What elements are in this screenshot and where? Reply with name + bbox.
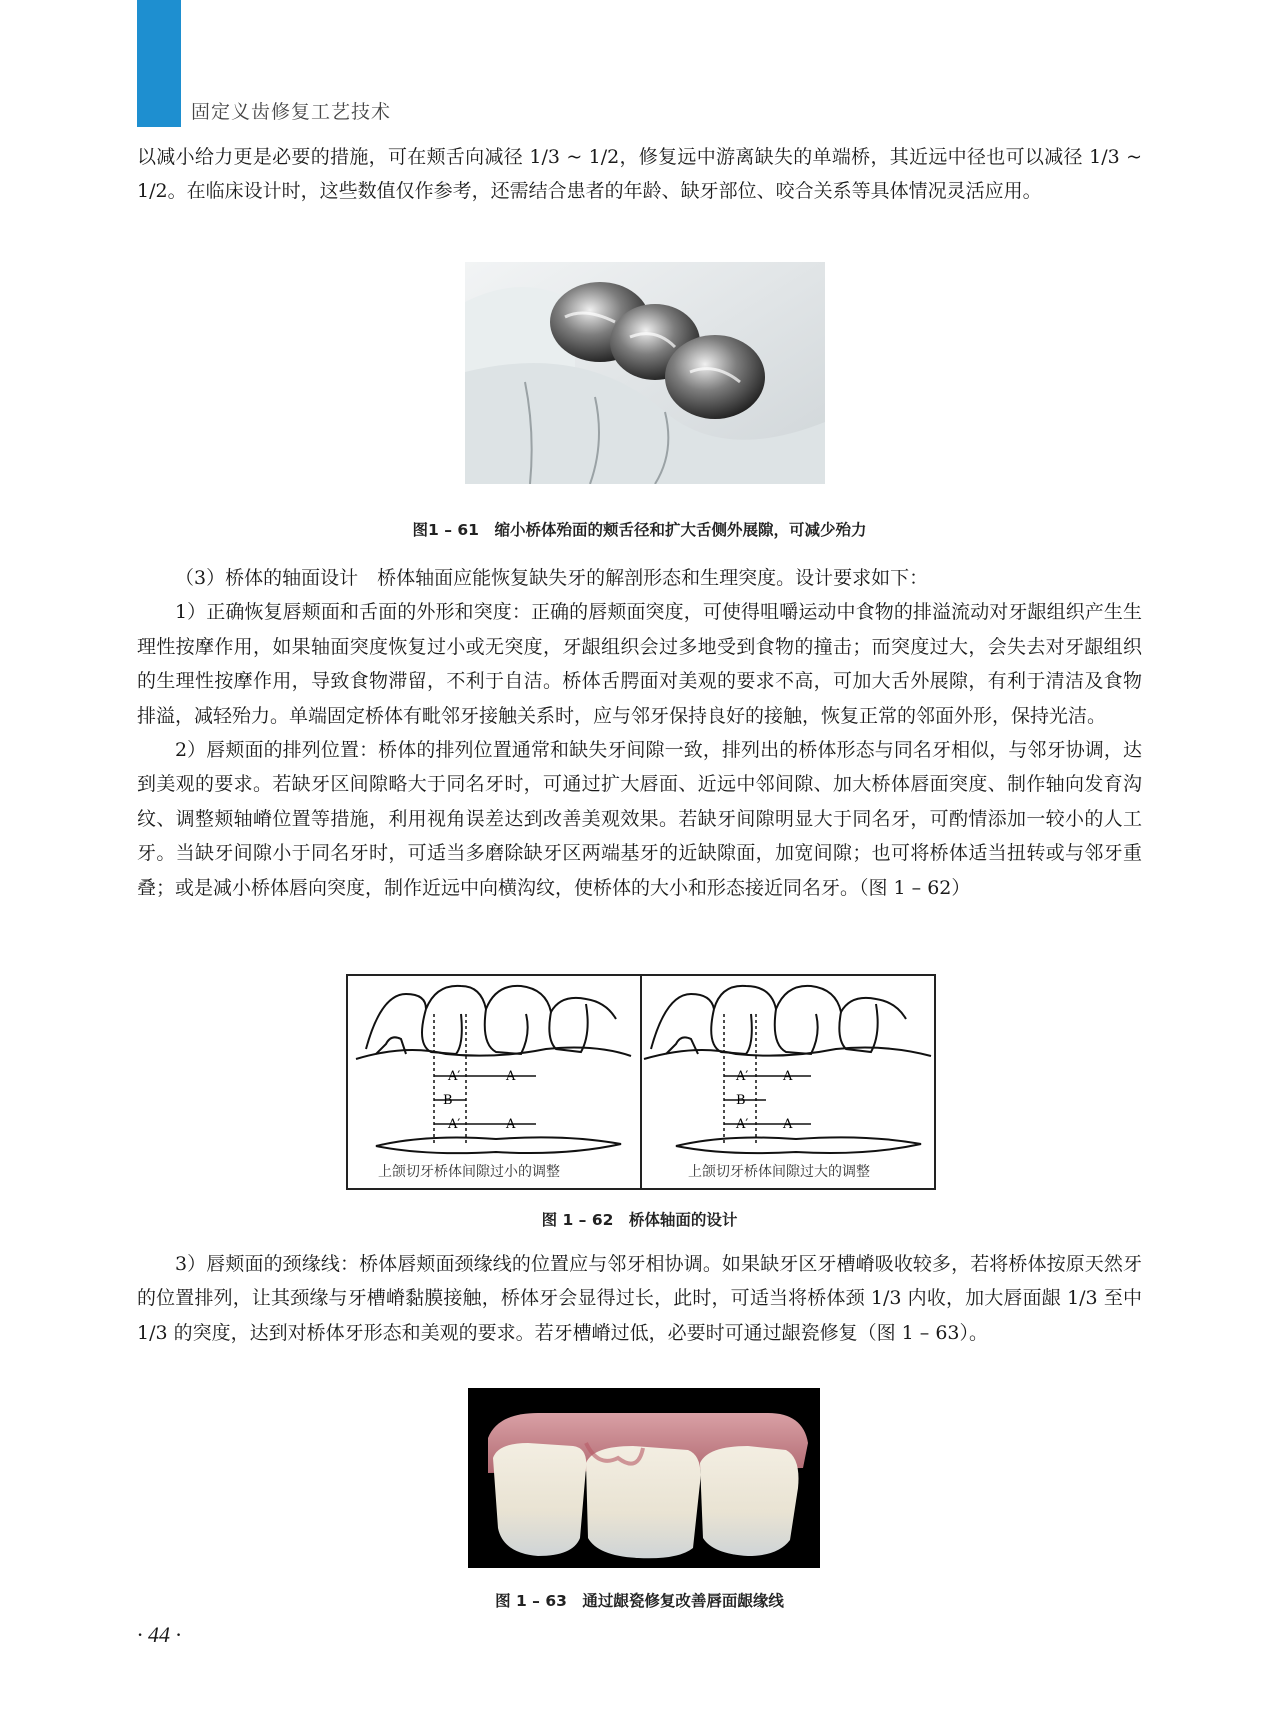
label-a-prime-left-top: A′ [448, 1069, 461, 1084]
figure-gingival-porcelain-photo [468, 1388, 820, 1568]
diagram-label-right: 上颌切牙桥体间隙过大的调整 [688, 1164, 870, 1180]
paragraph-arrangement: 2）唇颊面的排列位置：桥体的排列位置通常和缺失牙间隙一致，排列出的桥体形态与同名牙相似，与邻牙协调，达到美观的要求。若缺牙区间隙略大于同名牙时，可通过扩大唇面、近远中邻间隙、加大桥体唇面突度、制作轴向发育沟纹、调整颊轴嵴位置等措施，利用视角误差达到改善美观效果。若缺牙间隙明显大于同名牙，可酌情添加一较小的人工牙。当缺牙间隙小于同名牙时，可适当多磨除缺牙区两端基牙的近缺隙面，加宽间隙；也可将桥体适当扭转或与邻牙重叠；或是减小桥体唇向突度，制作近远中向横沟纹，使桥体的大小和形态接近同名牙。（图 1 – 62） [137, 739, 1142, 899]
figure-caption-63: 图 1 – 63 通过龈瓷修复改善唇面龈缘线 [495, 1592, 784, 1610]
bridge-photo-illustration [465, 262, 825, 484]
gingival-porcelain-illustration [468, 1388, 820, 1568]
figure-caption-62: 图 1 – 62 桥体轴面的设计 [541, 1211, 738, 1229]
figure-caption-61: 图1 – 61 缩小桥体殆面的颊舌径和扩大舌侧外展隙，可减少殆力 [412, 521, 867, 539]
paragraph-cervical-text: 3）唇颊面的颈缘线：桥体唇颊面颈缘线的位置应与邻牙相协调。如果缺牙区牙槽嵴吸收较多，若将桥体按原天然牙的位置排列，让其颈缘与牙槽嵴黏膜接触，桥体牙会显得过长，此时，可适当将桥体颈 1/3 内收，加大唇面龈 1/3 至中 1/3 的突度，达到对桥体牙形态和美观的要求。若牙槽嵴过低，必要时可通过龈瓷修复（图 1 – 63）。 [137, 1253, 1142, 1344]
section-heading-paragraph: （3）桥体的轴面设计 桥体轴面应能恢复缺失牙的解剖形态和生理突度。设计要求如下： [175, 567, 929, 589]
axial-design-diagram [346, 974, 936, 1190]
label-a-prime-right-top: A′ [736, 1069, 749, 1084]
label-a-right-top: A [783, 1069, 793, 1084]
paragraph-intro [137, 140, 1142, 209]
label-a-left-bottom: A [506, 1117, 516, 1132]
section-axial-design [137, 561, 1142, 905]
paragraph-cervical [137, 1247, 1142, 1350]
label-a-left-top: A [506, 1069, 516, 1084]
label-a-prime-right-bottom: A′ [736, 1117, 749, 1132]
page-number: · 44 · [137, 1622, 181, 1647]
paragraph-text: 以减小给力更是必要的措施，可在颊舌向减径 1/3 ~ 1/2，修复远中游离缺失的单端桥，其近远中径也可以减径 1/3 ~ 1/2。在临床设计时，这些数值仅作参考，还需结合患者的年龄、缺牙部位、咬合关系等具体情况灵活应用。 [137, 146, 1142, 203]
label-b-right: B [736, 1093, 746, 1108]
label-a-right-bottom: A [783, 1117, 793, 1132]
label-b-left: B [443, 1093, 453, 1108]
diagram-label-left: 上颌切牙桥体间隙过小的调整 [378, 1164, 560, 1180]
paragraph-contour: 1）正确恢复唇颊面和舌面的外形和突度：正确的唇颊面突度，可使得咀嚼运动中食物的排溢流动对牙龈组织产生生理性按摩作用，如果轴面突度恢复过小或无突度，牙龈组织会过多地受到食物的撞击；而突度过大，会失去对牙龈组织的生理性按摩作用，导致食物滞留，不利于自洁。桥体舌腭面对美观的要求不高，可加大舌外展隙，有利于清洁及食物排溢，减轻殆力。单端固定桥体有毗邻牙接触关系时，应与邻牙保持良好的接触，恢复正常的邻面外形，保持光洁。 [137, 601, 1142, 727]
header-color-bar [137, 0, 181, 127]
running-title: 固定义齿修复工艺技术 [191, 101, 392, 123]
label-a-prime-left-bottom: A′ [448, 1117, 461, 1132]
figure-axial-diagram [346, 974, 936, 1190]
figure-bridge-photo [465, 262, 825, 484]
